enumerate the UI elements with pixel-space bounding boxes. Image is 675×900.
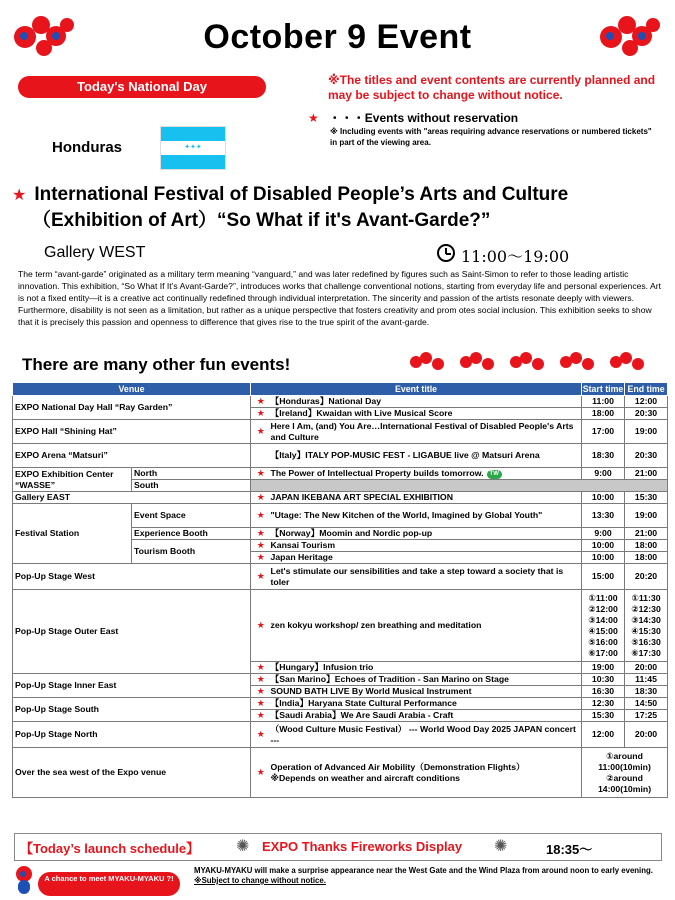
venue-cell: Festival Station [13, 504, 132, 564]
firework-icon: ✺ [236, 838, 250, 855]
event-title-cell: zen kokyu workshop/ zen breathing and meditation [271, 590, 582, 662]
venue-cell: EXPO National Day Hall “Ray Garden” [13, 396, 251, 420]
star-icon: ★ [251, 564, 271, 590]
launch-time: 18:35～ [546, 842, 593, 857]
event-title-cell: 【Saudi Arabia】We Are Saudi Arabia - Craft [271, 710, 582, 722]
star-icon: ★ [251, 504, 271, 528]
venue-cell: Over the sea west of the Expo venue [13, 748, 251, 798]
myaku-chance-pill: A chance to meet MYAKU-MYAKU ?! [38, 872, 180, 896]
star-icon: ★ [251, 396, 271, 408]
event-title-cell: 【Ireland】Kwaidan with Live Musical Score [271, 408, 582, 420]
myaku-description: MYAKU-MYAKU will make a surprise appearance near the West Gate and the Wind Plaza from around noon to early evening. [194, 866, 653, 875]
mascot-row [408, 350, 662, 376]
event-title-cell: Operation of Advanced Air Mobility（Demonstration Flights） ※Depends on weather and aircraft conditions [271, 748, 582, 798]
event-title-cell: 【San Marino】Echoes of Tradition - San Marino on Stage [271, 674, 582, 686]
start-cell: 10:00 [582, 492, 625, 504]
event-title-cell: "Utage: The New Kitchen of the World, Imagined by Global Youth" [271, 504, 582, 528]
table-row [13, 444, 668, 468]
star-icon: ★ [251, 674, 271, 686]
star-icon: ★ [251, 492, 271, 504]
start-cell: 19:00 [582, 662, 625, 674]
start-cell: 10:30 [582, 674, 625, 686]
more-events-heading: There are many other fun events! [22, 355, 291, 374]
end-cell: 21:00 [625, 528, 668, 540]
events-table [12, 382, 668, 798]
star-icon: ★ [251, 590, 271, 662]
end-cell: 15:30 [625, 492, 668, 504]
end-cell: 14:50 [625, 698, 668, 710]
start-cell: 10:00 [582, 540, 625, 552]
end-cell: 12:00 [625, 396, 668, 408]
venue-cell: Gallery EAST [13, 492, 251, 504]
table-row [13, 748, 668, 798]
start-cell: 16:30 [582, 686, 625, 698]
end-cell: 11:45 [625, 674, 668, 686]
venue-cell: EXPO Hall “Shining Hat” [13, 420, 251, 444]
start-cell: 9:00 [582, 468, 625, 480]
start-cell: 17:00 [582, 420, 625, 444]
event-title-cell: Kansai Tourism [271, 540, 582, 552]
featured-venue: Gallery WEST [44, 244, 146, 261]
venue-cell: Pop-Up Stage Inner East [13, 674, 251, 698]
event-title-cell: 【Honduras】National Day [271, 396, 582, 408]
end-cell: 20:00 [625, 722, 668, 748]
start-cell: 12:00 [582, 722, 625, 748]
table-header-row [13, 383, 668, 396]
table-row [13, 492, 668, 504]
end-cell: 20:30 [625, 408, 668, 420]
event-title-cell: Japan Heritage [271, 552, 582, 564]
end-cell: 18:30 [625, 686, 668, 698]
page-title: October 9 Event [203, 18, 472, 56]
star-icon: ★ [251, 528, 271, 540]
event-title-cell [271, 468, 582, 480]
featured-event-title [12, 182, 667, 233]
start-cell: 11:00 [582, 396, 625, 408]
star-icon: ★ [251, 540, 271, 552]
venue-cell: Pop-Up Stage Outer East [13, 590, 251, 674]
honduras-flag: ✦✦✦ [160, 126, 226, 170]
event-title-cell: 【Italy】ITALY POP-MUSIC FEST - LIGABUE live @ Matsuri Arena [271, 444, 582, 468]
end-cell: 18:00 [625, 552, 668, 564]
no-reservation-note: ※ Including events with "areas requiring advance reservations or numbered tickets" in part of the viewing area. [330, 127, 652, 147]
start-cell: 12:30 [582, 698, 625, 710]
end-cell: 19:00 [625, 504, 668, 528]
time-cell: ①around 11:00(10min) ②around 14:00(10min) [582, 748, 668, 798]
end-cell: 19:00 [625, 420, 668, 444]
start-cell: 18:00 [582, 408, 625, 420]
venue-cell: Pop-Up Stage West [13, 564, 251, 590]
venue-cell: Pop-Up Stage North [13, 722, 251, 748]
event-title-cell: Here I Am, (and) You Are…International Festival of Disabled People's Arts and Culture [271, 420, 582, 444]
start-cell: 15:00 [582, 564, 625, 590]
star-icon: ★ [251, 408, 271, 420]
event-title-text: The Power of Intellectual Property builds tomorrow. [270, 468, 484, 478]
subvenue-cell: Event Space [132, 504, 251, 528]
table-row [13, 420, 668, 444]
star-icon: ★ [251, 748, 271, 798]
venue-cell: EXPO Exhibition Center “WASSE” [13, 468, 132, 492]
venue-cell: EXPO Arena “Matsuri” [13, 444, 251, 468]
clock-icon [437, 244, 455, 262]
start-cell: 18:30 [582, 444, 625, 468]
header-start: Start time [582, 384, 624, 394]
featured-hours: 11:00～19:00 [461, 247, 570, 266]
no-reservation-label: ・・・Events without reservation [328, 111, 519, 125]
country-name: Honduras [52, 139, 123, 156]
star-icon: ★ [251, 710, 271, 722]
subvenue-cell: Tourism Booth [132, 540, 251, 564]
header-title: Event title [251, 383, 582, 396]
fireworks-title: EXPO Thanks Fireworks Display [262, 839, 463, 854]
no-reservation-legend [308, 109, 518, 126]
end-cell: ①11:30 ②12:30 ③14:30 ④15:30 ⑤16:30 ⑥17:30 [625, 590, 668, 662]
table-row [13, 468, 668, 480]
event-title-cell: 【India】Haryana State Cultural Performance [271, 698, 582, 710]
header-venue: Venue [13, 383, 251, 396]
table-row [13, 674, 668, 686]
table-row [13, 590, 668, 662]
end-cell: 20:00 [625, 662, 668, 674]
national-day-pill: Today's National Day [18, 76, 266, 98]
event-title-cell: JAPAN IKEBANA ART SPECIAL EXHIBITION [271, 492, 582, 504]
myaku-subnote: ※Subject to change without notice. [194, 876, 326, 885]
start-cell: ①11:00 ②12:00 ③14:00 ④15:00 ⑤16:00 ⑥17:00 [582, 590, 625, 662]
featured-title-line1: International Festival of Disabled People’s Arts and Culture [34, 184, 569, 205]
star-icon: ★ [251, 698, 271, 710]
table-row [13, 396, 668, 408]
event-title-cell: SOUND BATH LIVE By World Musical Instrument [271, 686, 582, 698]
tw-badge: TW [487, 470, 502, 479]
event-title-cell: Let's stimulate our sensibilities and take a step toward a society that is toler [271, 564, 582, 590]
star-icon: ★ [251, 686, 271, 698]
star-icon: ★ [251, 552, 271, 564]
event-title-cell: 【Hungary】Infusion trio [271, 662, 582, 674]
event-title-cell: （Wood Culture Music Festival） --- World Wood Day 2025 JAPAN concert --- [271, 722, 582, 748]
star-icon: ★ [308, 111, 319, 125]
end-cell: 18:00 [625, 540, 668, 552]
firework-icon: ✺ [494, 838, 508, 855]
featured-title-line2: （Exhibition of Art）“So What if it's Avant-Garde?” [32, 210, 491, 231]
myaku-info [194, 866, 664, 886]
launch-label: 【Today’s launch schedule】 [20, 841, 200, 856]
header-end: End time [625, 383, 668, 396]
start-cell: 15:30 [582, 710, 625, 722]
event-title-cell: 【Norway】Moomin and Nordic pop-up [271, 528, 582, 540]
end-cell: 21:00 [625, 468, 668, 480]
featured-description: The term “avant-garde” originated as a military term meaning “vanguard,” and was later redefined by figures such as Saint-Simon to refer to those leading artistic innovation. This exhibition, “So What If It’s Avant-Garde?”, introduces works that challenge conventional notions, starting from everyday life and personal experiences. Art is not a fixed entity—it is a creative act continually redefined through individual interpretation. The sincerity and passion of the artists resonate deeply with viewers. Furthermore, disability is not seen as a limitation, but rather as a unique perspective that fosters creativity and prom otes social inclusion. This exhibition seeks to show that it is precisely this passion and openness to difference that gives rise to the true spirit of the avant-garde. [18, 269, 661, 327]
start-cell: 13:30 [582, 504, 625, 528]
star-icon: ★ [251, 722, 271, 748]
empty-cell [251, 480, 668, 492]
subvenue-cell: North [132, 468, 251, 480]
table-row [13, 504, 668, 528]
star-icon: ★ [251, 468, 271, 480]
star-icon: ★ [251, 420, 271, 444]
table-row [13, 722, 668, 748]
subvenue-cell: Experience Booth [132, 528, 251, 540]
end-cell: 17:25 [625, 710, 668, 722]
myaku-mascot-icon [12, 866, 36, 898]
end-cell: 20:30 [625, 444, 668, 468]
start-cell: 10:00 [582, 552, 625, 564]
star-icon: ★ [251, 662, 271, 674]
star-icon: ★ [12, 187, 27, 204]
end-cell: 20:20 [625, 564, 668, 590]
subvenue-cell: South [132, 480, 251, 492]
venue-cell: Pop-Up Stage South [13, 698, 251, 722]
table-row [13, 698, 668, 710]
start-cell: 9:00 [582, 528, 625, 540]
table-row [13, 564, 668, 590]
change-notice: ※The titles and event contents are currently planned and may be subject to change without notice. [328, 73, 656, 102]
